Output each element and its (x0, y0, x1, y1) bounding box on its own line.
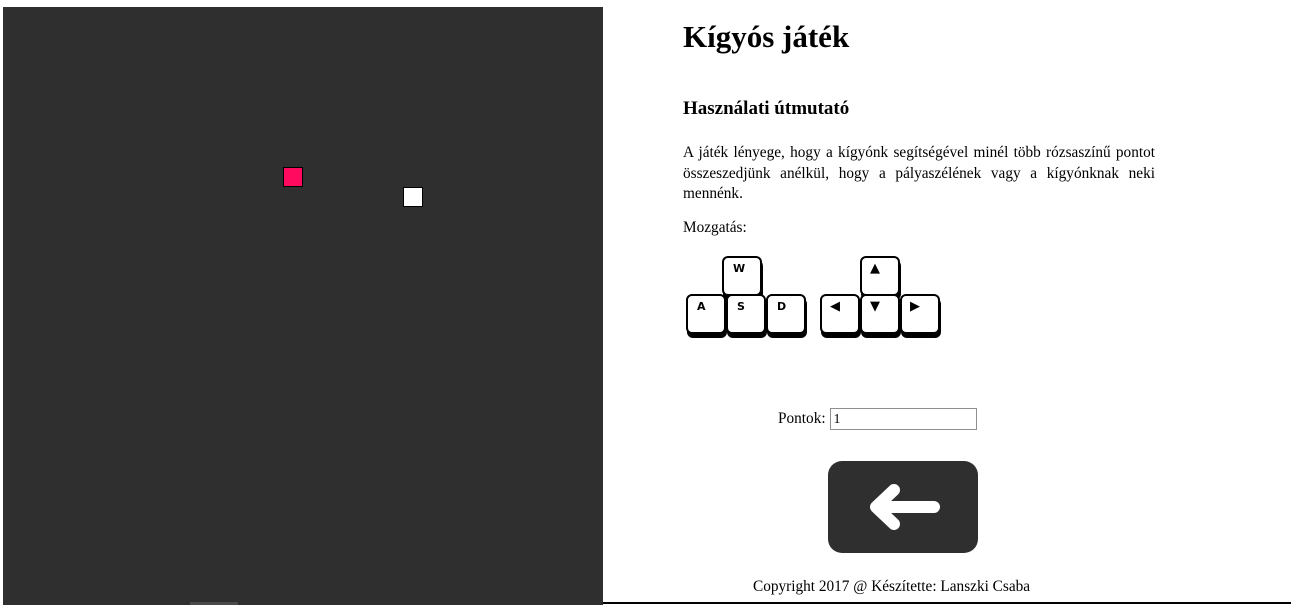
key-arrow-down (860, 294, 900, 334)
key-arrow-right (900, 294, 940, 334)
score-field[interactable] (830, 408, 977, 430)
score-label: Pontok: (778, 410, 826, 427)
key-s (726, 294, 766, 334)
arrow-up-icon: ▲ (870, 261, 880, 276)
arrow-down-icon: ▼ (870, 299, 880, 314)
controls-label: Mozgatás: (683, 219, 747, 236)
arrow-left-key-icon: ◀ (830, 299, 840, 314)
instructions-text: A játék lényege, hogy a kígyónk segítségével minél több rózsaszínű pontot összeszedjünk anélkül, hogy a pályaszélének vagy a kígyónknak neki mennénk. (683, 144, 1155, 202)
score-row (778, 407, 977, 431)
footer-copyright: Copyright 2017 @ Készítette: Lanszki Csaba (753, 578, 1031, 595)
back-button[interactable] (828, 461, 978, 553)
snake-head (403, 187, 423, 207)
instructions-heading: Használati útmutató (683, 98, 850, 119)
bottom-divider (603, 602, 1291, 604)
key-s-label: S (737, 300, 745, 313)
game-board[interactable] (3, 7, 603, 605)
key-a-label: A (697, 300, 706, 313)
food-pellet (283, 167, 303, 187)
key-d-label: D (777, 300, 787, 313)
key-arrow-left (820, 294, 860, 334)
key-d (766, 294, 806, 334)
key-arrow-up (860, 256, 900, 296)
page-title: Kígyós játék (683, 19, 850, 54)
arrow-left-icon (866, 484, 940, 530)
instructions-panel (683, 18, 1155, 314)
key-a (686, 294, 726, 334)
key-w (722, 256, 762, 296)
arrow-right-icon: ▶ (910, 299, 920, 314)
controls-keys (686, 256, 946, 342)
key-w-label: W (733, 262, 746, 275)
